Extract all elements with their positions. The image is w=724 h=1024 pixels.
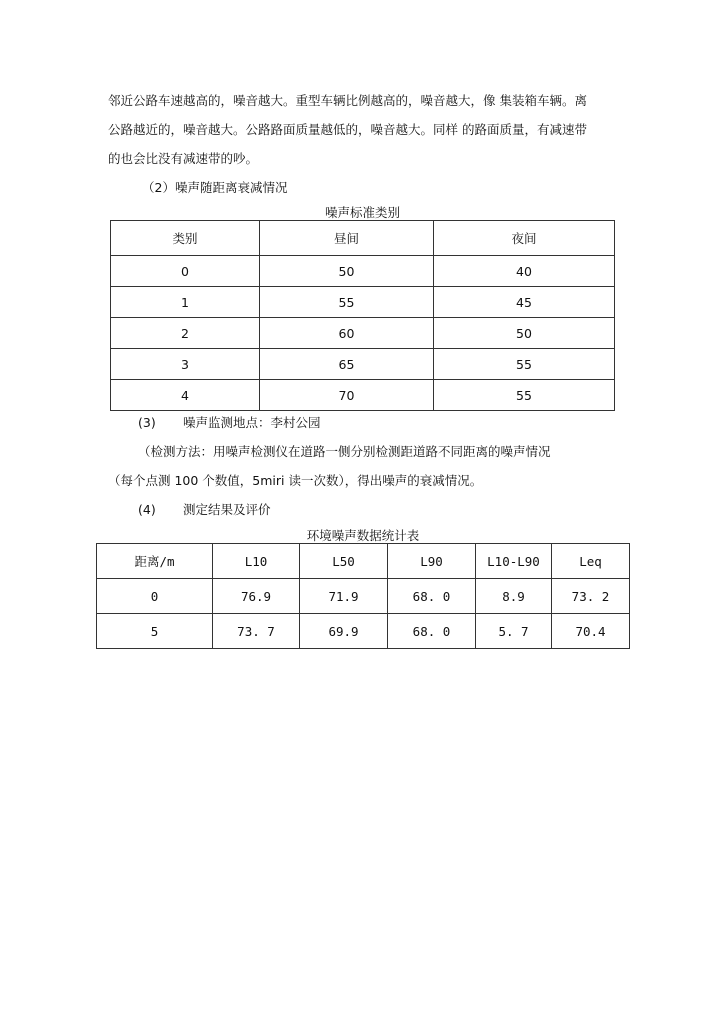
table-row [97,579,630,614]
table-cell: 55 [260,287,434,318]
table-cell: 0 [111,256,260,287]
table-header-row [97,544,630,579]
header-cell: L10-L90 [476,544,552,579]
table-row [111,349,615,380]
table-cell: 69.9 [300,614,388,649]
table-cell: 0 [97,579,213,614]
table-cell: 68. 0 [388,579,476,614]
table-cell: 5 [97,614,213,649]
table-cell: 45 [434,287,615,318]
table-cell: 68. 0 [388,614,476,649]
table-2-caption: 环境噪声数据统计表 [306,528,420,543]
header-cell: L50 [300,544,388,579]
header-cell: 昼间 [260,221,434,256]
table-cell: 71.9 [300,579,388,614]
table-cell: 50 [434,318,615,349]
section-3-number: (3) [138,415,156,430]
table-cell: 65 [260,349,434,380]
table-row [97,614,630,649]
header-cell: Leq [552,544,630,579]
table-cell: 60 [260,318,434,349]
table-cell: 3 [111,349,260,380]
table-row [111,287,615,318]
header-cell: L10 [213,544,300,579]
header-cell: 距离/m [97,544,213,579]
table-row [111,318,615,349]
table-cell: 55 [434,349,615,380]
table-cell: 73. 2 [552,579,630,614]
table-cell: 40 [434,256,615,287]
paragraph-line-2: 公路越近的，噪音越大。公路路面质量越低的，噪音越大。同样 的路面质量，有减速带 [108,122,587,137]
method-line-2: （每个点测 100 个数值，5miri 读一次数），得出噪声的衰减情况。 [108,473,483,488]
noise-standard-table [110,220,615,411]
table-cell: 8.9 [476,579,552,614]
table-cell: 73. 7 [213,614,300,649]
method-line-1: （检测方法：用噪声检测仪在道路一侧分别检测距道路不同距离的噪声情况 [138,444,551,459]
table-cell: 70 [260,380,434,411]
table-cell: 4 [111,380,260,411]
noise-statistics-table [96,543,630,649]
section-2-heading: （2）噪声随距离衰减情况 [142,180,288,195]
paragraph-line-1: 邻近公路车速越高的，噪音越大。重型车辆比例越高的，噪音越大，像 集装箱车辆。离 [108,93,587,108]
table-cell: 5. 7 [476,614,552,649]
header-cell: 类别 [111,221,260,256]
table-cell: 50 [260,256,434,287]
table-header-row [111,221,615,256]
table-row [111,380,615,411]
table-cell: 76.9 [213,579,300,614]
table-row [111,256,615,287]
section-3-text: 噪声监测地点：李村公园 [183,415,321,430]
section-4-number: (4) [138,502,156,517]
section-4-text: 测定结果及评价 [183,502,271,517]
table-cell: 70.4 [552,614,630,649]
header-cell: 夜间 [434,221,615,256]
header-cell: L90 [388,544,476,579]
table-1-caption: 噪声标准类别 [324,205,400,220]
paragraph-line-3: 的也会比没有减速带的吵。 [108,151,259,166]
table-cell: 55 [434,380,615,411]
table-cell: 2 [111,318,260,349]
table-cell: 1 [111,287,260,318]
